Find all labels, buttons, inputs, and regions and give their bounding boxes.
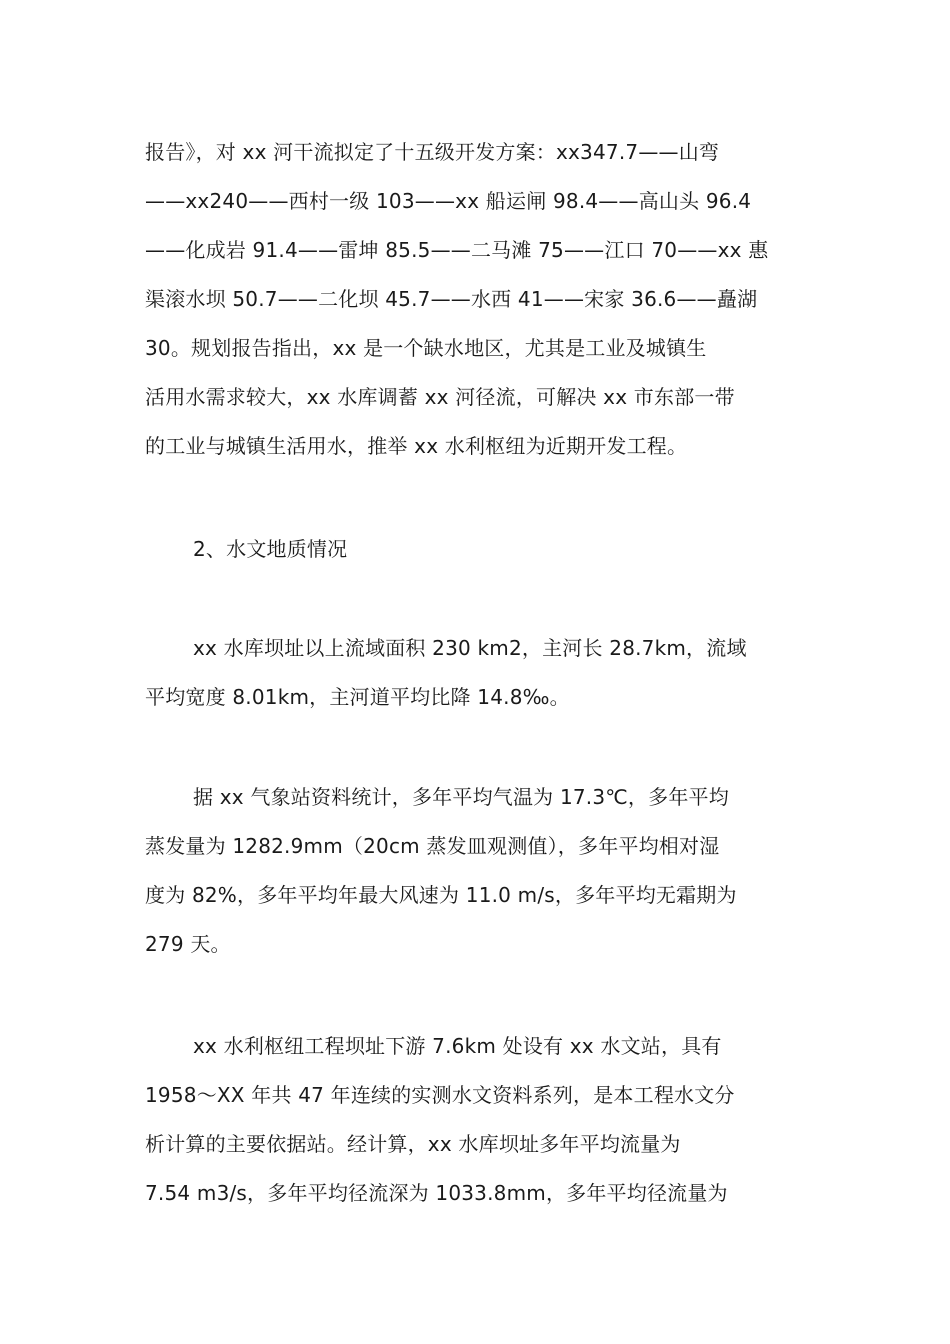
text-line: ——xx240——西村一级 103——xx 船运闸 98.4——高山头 96.4 — [145, 189, 752, 213]
text-line: 据 xx 气象站资料统计，多年平均气温为 17.3℃，多年平均 — [193, 785, 729, 809]
text-line: 279 天。 — [145, 932, 231, 956]
text-line: 的工业与城镇生活用水，推举 xx 水利枢纽为近期开发工程。 — [145, 434, 688, 458]
section-heading: 2、水文地质情况 — [193, 537, 348, 561]
text-line: 报告》，对 xx 河干流拟定了十五级开发方案：xx347.7——山弯 — [145, 140, 720, 164]
text-line: 1958～XX 年共 47 年连续的实测水文资料系列，是本工程水文分 — [145, 1083, 735, 1107]
text-line: xx 水库坝址以上流域面积 230 km2，主河长 28.7km，流域 — [193, 636, 747, 660]
text-line: ——化成岩 91.4——雷坤 85.5——二马滩 75——江口 70——xx 惠 — [145, 238, 769, 262]
text-line: 析计算的主要依据站。经计算，xx 水库坝址多年平均流量为 — [145, 1132, 681, 1156]
text-line: 平均宽度 8.01km，主河道平均比降 14.8‰。 — [145, 685, 570, 709]
text-line: 30。规划报告指出，xx 是一个缺水地区，尤其是工业及城镇生 — [145, 336, 707, 360]
text-line: xx 水利枢纽工程坝址下游 7.6km 处设有 xx 水文站，具有 — [193, 1034, 722, 1058]
text-line: 7.54 m3/s，多年平均径流深为 1033.8mm，多年平均径流量为 — [145, 1181, 728, 1205]
text-line: 度为 82%，多年平均年最大风速为 11.0 m/s，多年平均无霜期为 — [145, 883, 737, 907]
text-line: 蒸发量为 1282.9mm（20cm 蒸发皿观测值），多年平均相对湿 — [145, 834, 720, 858]
text-line: 活用水需求较大，xx 水库调蓄 xx 河径流，可解决 xx 市东部一带 — [145, 385, 735, 409]
text-line: 渠滚水坝 50.7——二化坝 45.7——水西 41——宋家 36.6——矗湖 — [145, 287, 758, 311]
